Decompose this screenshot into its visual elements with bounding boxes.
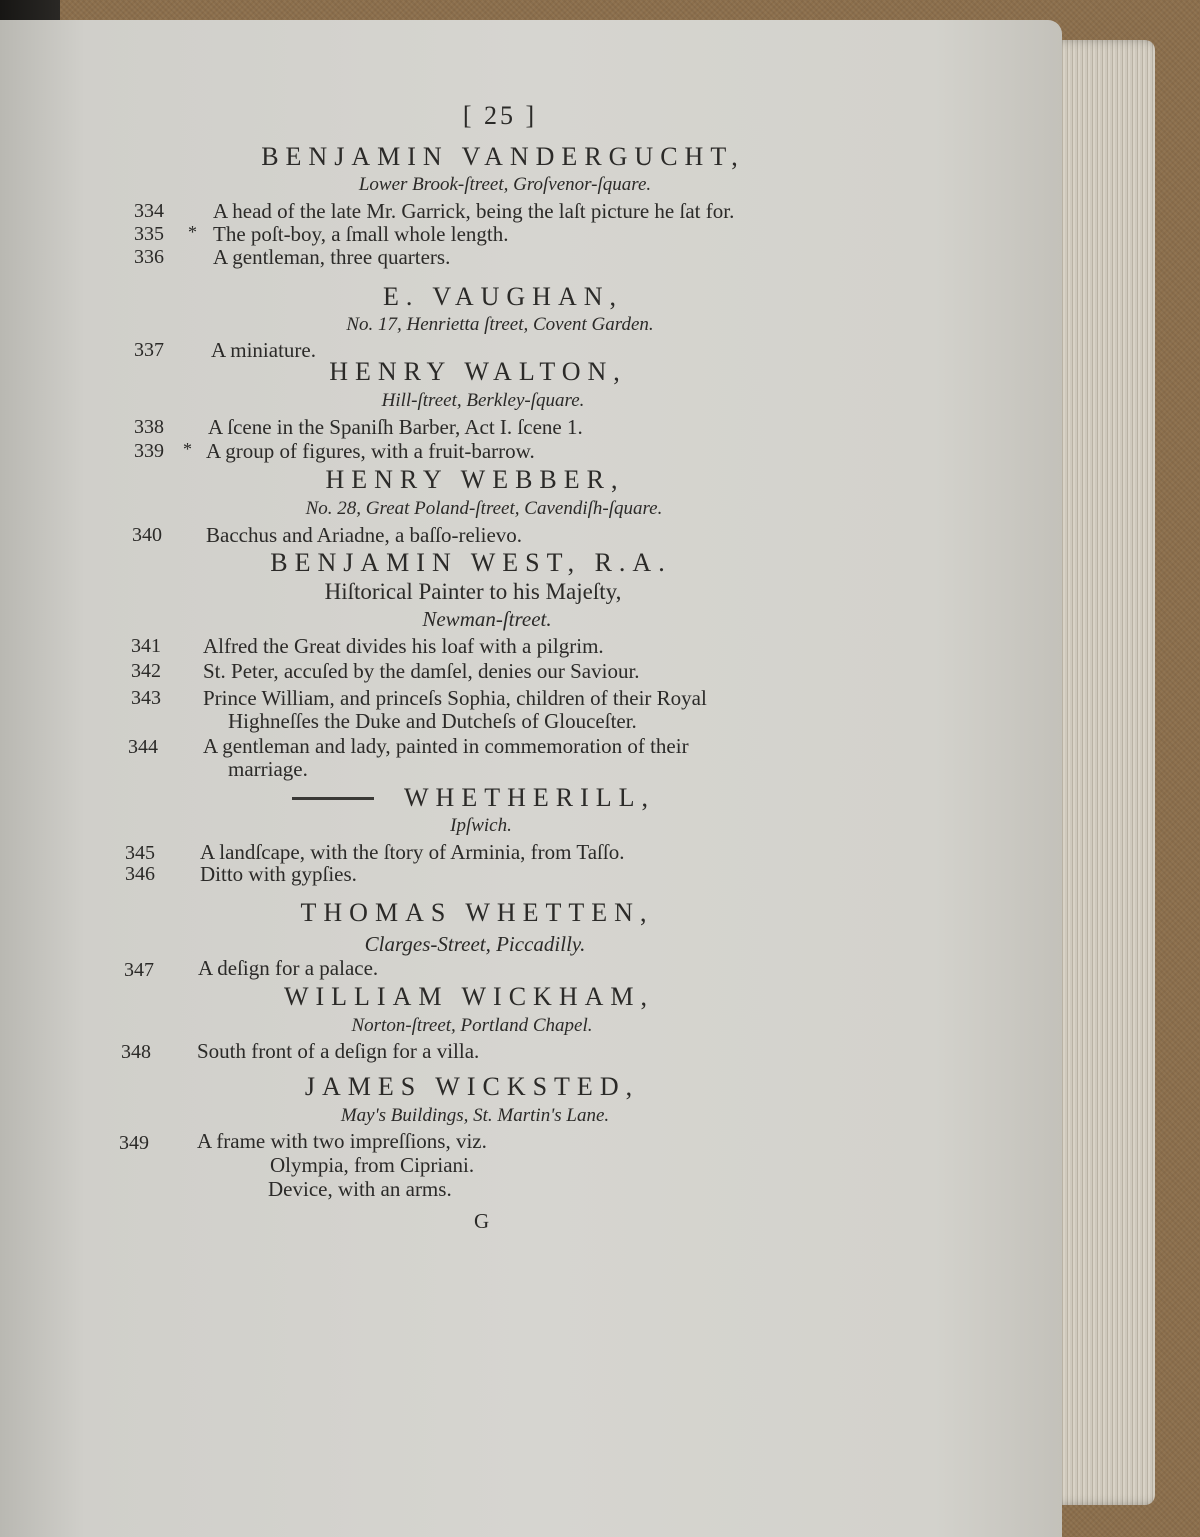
artist-name: BENJAMIN WEST, R.A. [270, 548, 672, 577]
artist-name: THOMAS WHETTEN, [300, 898, 654, 927]
entry-text: A landſcape, with the ſtory of Arminia, from Taſſo. [200, 840, 625, 864]
artist-address: No. 28, Great Poland-ſtreet, Cavendiſh-ſquare. [305, 498, 663, 519]
artist-name: BENJAMIN VANDERGUCHT, [261, 142, 745, 171]
artist-name: JAMES WICKSTED, [304, 1072, 640, 1101]
entry-continuation: Highneſſes the Duke and Dutcheſs of Glouceſter. [228, 709, 637, 733]
artist-address: Ipſwich. [450, 815, 512, 836]
entry-text: Alfred the Great divides his loaf with a pilgrim. [203, 634, 604, 658]
asterisk-mark: * [183, 439, 192, 459]
entry-number: 348 [121, 1041, 151, 1063]
artist-address: Hill-ſtreet, Berkley-ſquare. [381, 390, 585, 411]
signature-mark: G [474, 1209, 490, 1233]
entry-number: 335 [134, 223, 164, 245]
entry-number: 347 [124, 959, 154, 981]
artist-name: E. VAUGHAN, [383, 282, 623, 311]
artist-address: May's Buildings, St. Martin's Lane. [340, 1105, 610, 1126]
entry-text: A head of the late Mr. Garrick, being the laſt picture he ſat for. [213, 199, 735, 223]
entry-text: Bacchus and Ariadne, a baſſo-relievo. [206, 523, 523, 547]
artist-address: No. 17, Henrietta ſtreet, Covent Garden. [346, 314, 654, 335]
artist-name: WILLIAM WICKHAM, [283, 982, 655, 1011]
entry-number: 344 [128, 736, 158, 758]
page-number: [ 25 ] [462, 101, 538, 130]
asterisk-mark: * [188, 222, 197, 242]
entry-text: A frame with two impreſſions, viz. [197, 1129, 487, 1153]
entry-number: 346 [125, 863, 155, 885]
artist-address: Norton-ſtreet, Portland Chapel. [351, 1015, 593, 1036]
entry-text: A miniature. [211, 338, 316, 362]
artist-address: Clarges-Street, Piccadilly. [364, 932, 586, 956]
entry-number: 334 [134, 200, 164, 222]
artist-name: HENRY WEBBER, [325, 465, 625, 494]
artist-address: Newman-ſtreet. [422, 607, 552, 631]
entry-continuation: marriage. [228, 757, 308, 781]
artist-subtitle: Hiſtorical Painter to his Majeſty, [324, 579, 622, 604]
entry-number: 341 [131, 635, 161, 657]
entry-sub-item: Olympia, from Cipriani. [270, 1153, 475, 1177]
entry-sub-item: Device, with an arms. [268, 1177, 452, 1201]
name-dash [292, 797, 374, 800]
entry-text: A gentleman, three quarters. [213, 245, 451, 269]
entry-number: 340 [132, 524, 162, 546]
entry-number: 343 [131, 687, 161, 709]
entry-number: 342 [131, 660, 161, 682]
entry-text: A group of figures, with a fruit-barrow. [206, 439, 535, 463]
artist-name: WHETHERILL, [404, 783, 656, 812]
entry-text: Ditto with gypſies. [200, 862, 357, 886]
entry-text: A ſcene in the Spaniſh Barber, Act I. ſcene 1. [208, 415, 583, 439]
entry-number: 338 [134, 416, 164, 438]
entry-number: 339 [134, 440, 164, 462]
artist-address: Lower Brook-ſtreet, Groſvenor-ſquare. [358, 174, 652, 195]
entry-text: A deſign for a palace. [198, 956, 379, 980]
entry-number: 345 [125, 842, 155, 864]
entry-number: 349 [119, 1132, 149, 1154]
entry-text: South front of a deſign for a villa. [197, 1039, 480, 1063]
entry-number: 337 [134, 339, 164, 361]
entry-text: St. Peter, accuſed by the damſel, denies our Saviour. [203, 659, 640, 683]
entry-text: A gentleman and lady, painted in commemoration of their [203, 734, 689, 758]
entry-text: The poſt-boy, a ſmall whole length. [213, 222, 509, 246]
artist-name: HENRY WALTON, [329, 357, 627, 386]
entry-text: Prince William, and princeſs Sophia, children of their Royal [203, 686, 707, 710]
entry-number: 336 [134, 246, 164, 268]
